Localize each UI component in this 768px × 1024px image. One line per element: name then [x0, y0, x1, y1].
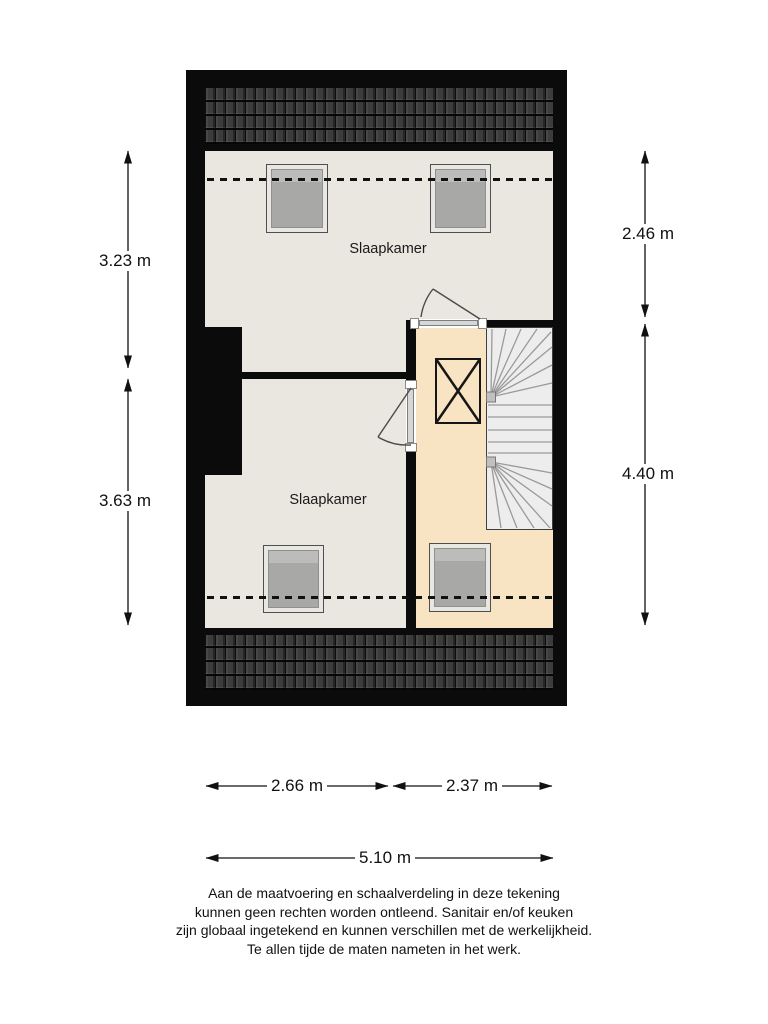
disclaimer-line-1: Aan de maatvoering en schaalverdeling in deze tekening	[208, 885, 560, 901]
dim-label-right-top: 2.46 m	[618, 224, 678, 244]
roof-window-4	[429, 543, 491, 612]
room-label-top: Slaapkamer	[349, 241, 427, 257]
dim-label-bottom-left: 2.66 m	[267, 776, 327, 796]
skylight-marker	[435, 358, 481, 424]
headroom-line-top	[207, 178, 553, 181]
dim-label-right-bottom: 4.40 m	[618, 464, 678, 484]
disclaimer-text	[64, 884, 704, 958]
door-bottom-leaf	[407, 389, 414, 443]
staircase	[486, 327, 553, 530]
door-bottom-jamb-bottom	[405, 443, 417, 452]
roof-window-1	[266, 164, 328, 233]
door-top-jamb-left	[410, 318, 419, 329]
disclaimer-line-2: kunnen geen rechten worden ontleend. Sanitair en/of keuken	[194, 903, 574, 920]
door-top-jamb-right	[478, 318, 487, 329]
roof-window-2	[430, 164, 491, 233]
roof-window-3-glass	[268, 550, 319, 608]
dim-label-left-bottom: 3.63 m	[95, 491, 155, 511]
chimney-mass	[205, 327, 242, 475]
roof-hatch-top	[205, 88, 553, 144]
dim-label-bottom-total: 5.10 m	[355, 848, 415, 868]
roof-hatch-bottom	[205, 635, 553, 690]
dim-label-left-top: 3.23 m	[95, 251, 155, 271]
disclaimer-line-4: Te allen tijde de maten nameten in het werk.	[247, 940, 521, 957]
room-label-bottom: Slaapkamer	[289, 492, 367, 508]
headroom-line-bottom	[207, 596, 553, 599]
dim-label-bottom-right: 2.37 m	[442, 776, 502, 796]
door-top-leaf	[419, 320, 478, 326]
roof-window-3	[263, 545, 324, 613]
disclaimer-line-3: zijn globaal ingetekend en kunnen verschillen met de werkelijkheid.	[175, 922, 593, 938]
door-bottom-jamb-top	[405, 380, 417, 389]
